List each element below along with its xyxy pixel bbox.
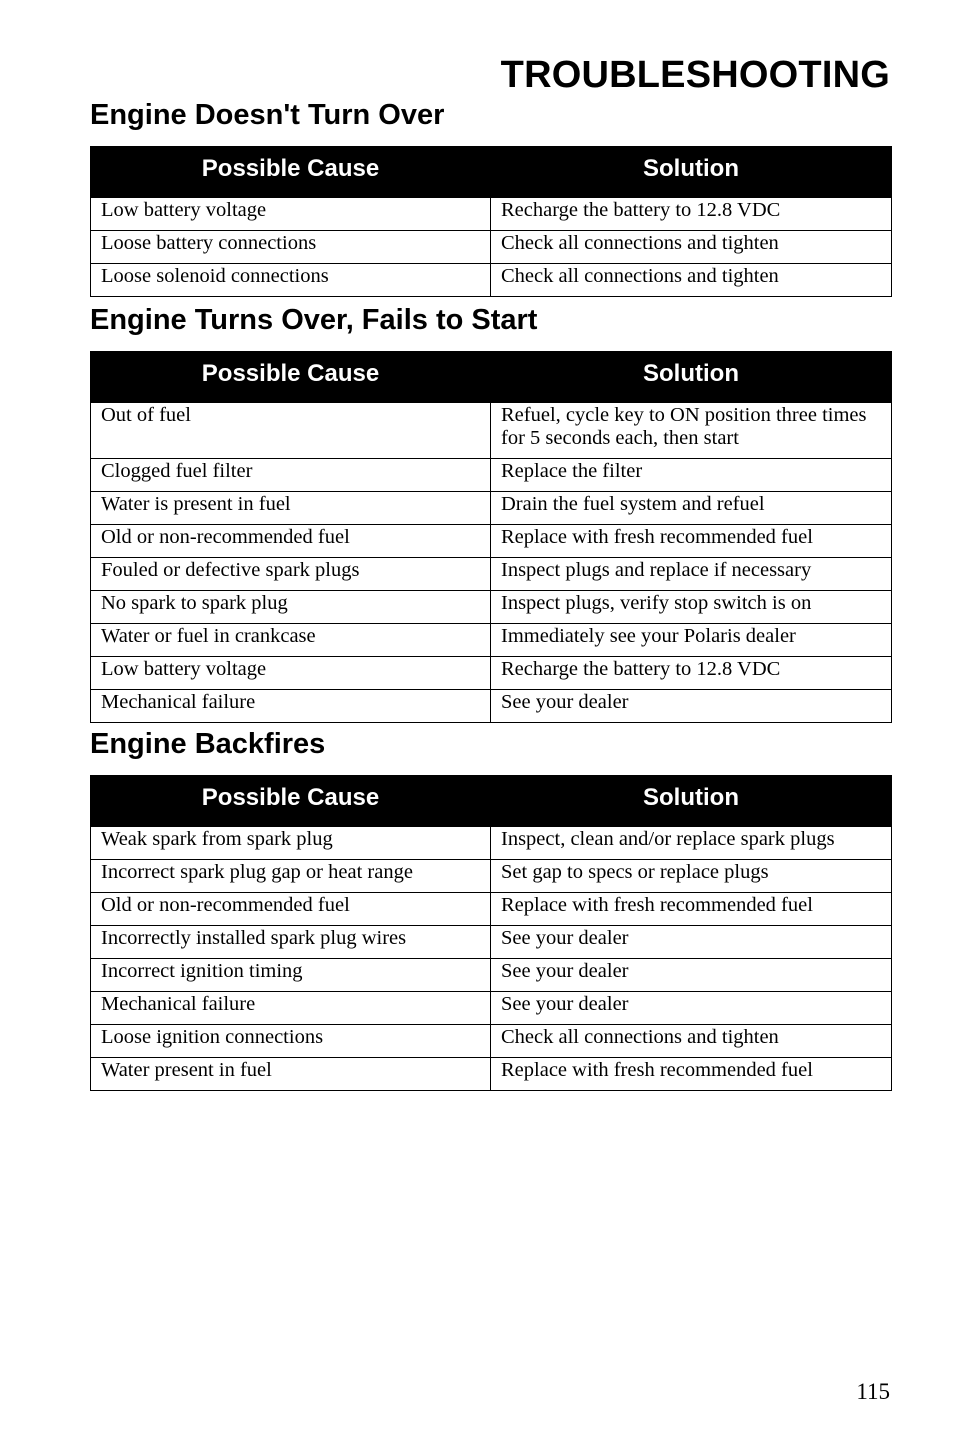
table-row — [91, 992, 892, 1025]
cause-cell: Incorrect spark plug gap or heat range — [91, 860, 491, 893]
solution-cell: Refuel, cycle key to ON position three times for 5 seconds each, then start — [491, 403, 892, 459]
cause-cell: Loose ignition connections — [91, 1025, 491, 1058]
cause-cell: Water is present in fuel — [91, 492, 491, 525]
column-header-solution: Solution — [491, 146, 892, 198]
cause-cell: No spark to spark plug — [91, 591, 491, 624]
solution-cell: See your dealer — [491, 690, 892, 723]
table-row — [91, 1058, 892, 1091]
solution-cell: See your dealer — [491, 992, 892, 1025]
section-heading: Engine Backfires — [90, 728, 326, 760]
table-header-row — [91, 146, 892, 198]
table-header-row — [91, 775, 892, 827]
solution-cell: See your dealer — [491, 926, 892, 959]
table-row — [91, 403, 892, 459]
cause-cell: Fouled or defective spark plugs — [91, 558, 491, 591]
column-header-cause: Possible Cause — [91, 775, 491, 827]
page-title: TROUBLESHOOTING — [500, 54, 890, 96]
troubleshooting-table — [90, 146, 892, 297]
solution-cell: Recharge the battery to 12.8 VDC — [491, 198, 892, 231]
cause-cell: Weak spark from spark plug — [91, 827, 491, 860]
solution-cell: Check all connections and tighten — [491, 231, 892, 264]
table-row — [91, 959, 892, 992]
cause-cell: Low battery voltage — [91, 198, 491, 231]
column-header-solution: Solution — [491, 775, 892, 827]
column-header-cause: Possible Cause — [91, 146, 491, 198]
table-row — [91, 231, 892, 264]
solution-cell: Immediately see your Polaris dealer — [491, 624, 892, 657]
table-row — [91, 624, 892, 657]
troubleshooting-table — [90, 351, 892, 723]
table-row — [91, 591, 892, 624]
solution-cell: Recharge the battery to 12.8 VDC — [491, 657, 892, 690]
cause-cell: Water present in fuel — [91, 1058, 491, 1091]
table-row — [91, 558, 892, 591]
page-number: 115 — [856, 1379, 890, 1404]
cause-cell: Mechanical failure — [91, 992, 491, 1025]
cause-cell: Incorrectly installed spark plug wires — [91, 926, 491, 959]
solution-cell: Replace with fresh recommended fuel — [491, 893, 892, 926]
solution-cell: Replace with fresh recommended fuel — [491, 525, 892, 558]
table-row — [91, 926, 892, 959]
table-row — [91, 827, 892, 860]
cause-cell: Water or fuel in crankcase — [91, 624, 491, 657]
section-engine-backfires — [90, 727, 891, 1091]
table-row — [91, 1025, 892, 1058]
table-row — [91, 459, 892, 492]
cause-cell: Incorrect ignition timing — [91, 959, 491, 992]
solution-cell: Inspect, clean and/or replace spark plugs — [491, 827, 892, 860]
column-header-cause: Possible Cause — [91, 351, 491, 403]
solution-cell: Check all connections and tighten — [491, 1025, 892, 1058]
solution-cell: Check all connections and tighten — [491, 264, 892, 297]
solution-cell: See your dealer — [491, 959, 892, 992]
solution-cell: Replace with fresh recommended fuel — [491, 1058, 892, 1091]
cause-cell: Old or non-recommended fuel — [91, 525, 491, 558]
solution-cell: Drain the fuel system and refuel — [491, 492, 892, 525]
cause-cell: Mechanical failure — [91, 690, 491, 723]
table-row — [91, 893, 892, 926]
cause-cell: Loose solenoid connections — [91, 264, 491, 297]
section-engine-turns-over-fails-to-start — [90, 303, 891, 723]
cause-cell: Low battery voltage — [91, 657, 491, 690]
column-header-solution: Solution — [491, 351, 892, 403]
solution-cell: Replace the filter — [491, 459, 892, 492]
table-row — [91, 690, 892, 723]
section-heading: Engine Doesn't Turn Over — [90, 99, 445, 131]
table-header-row — [91, 351, 892, 403]
table-row — [91, 525, 892, 558]
table-row — [91, 264, 892, 297]
cause-cell: Out of fuel — [91, 403, 491, 459]
solution-cell: Inspect plugs, verify stop switch is on — [491, 591, 892, 624]
table-row — [91, 492, 892, 525]
troubleshooting-table — [90, 775, 892, 1091]
cause-cell: Old or non-recommended fuel — [91, 893, 491, 926]
section-engine-doesnt-turn-over — [90, 98, 891, 297]
solution-cell: Set gap to specs or replace plugs — [491, 860, 892, 893]
cause-cell: Clogged fuel filter — [91, 459, 491, 492]
table-row — [91, 860, 892, 893]
table-row — [91, 198, 892, 231]
solution-cell: Inspect plugs and replace if necessary — [491, 558, 892, 591]
section-heading: Engine Turns Over, Fails to Start — [90, 304, 538, 336]
cause-cell: Loose battery connections — [91, 231, 491, 264]
table-row — [91, 657, 892, 690]
